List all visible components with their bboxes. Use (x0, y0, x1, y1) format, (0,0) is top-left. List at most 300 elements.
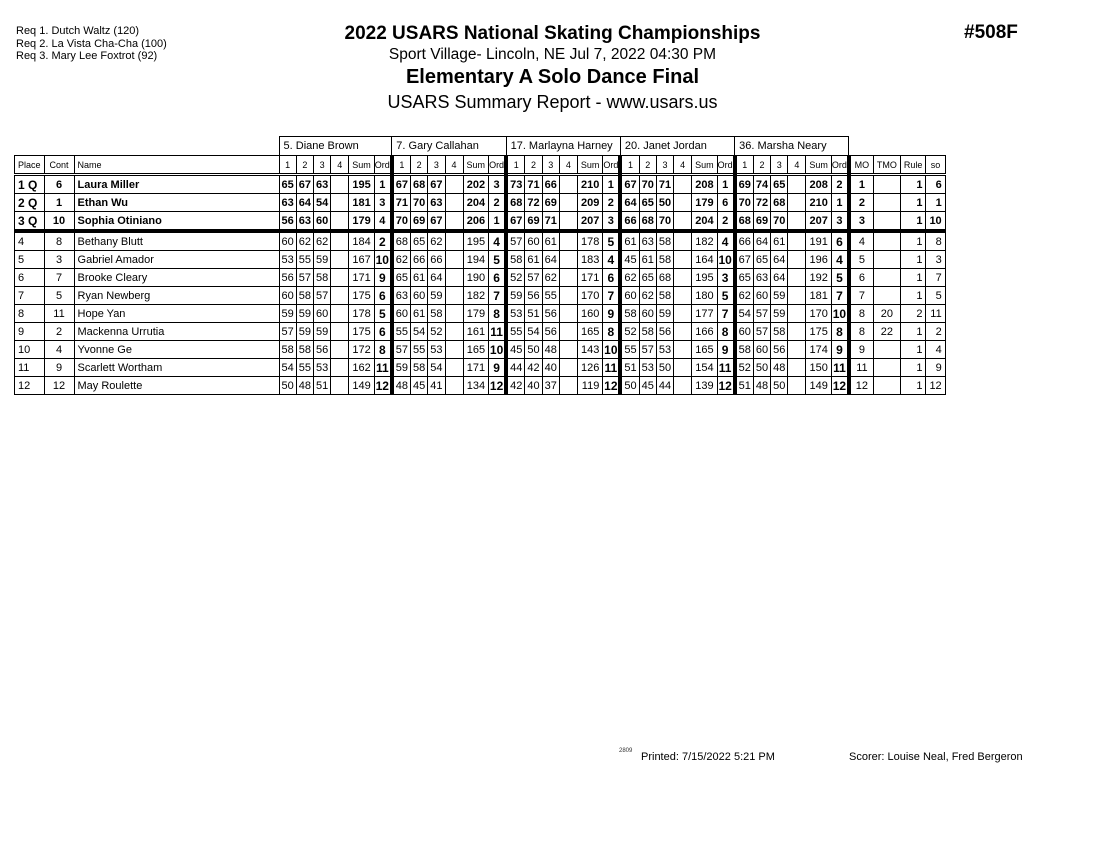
judge-score (559, 212, 577, 232)
judge-score (331, 341, 349, 359)
judge-score (788, 231, 806, 251)
judge-score: 41 (428, 377, 445, 395)
judge-score: 48 (771, 359, 788, 377)
judge-score: 53 (656, 341, 673, 359)
rule-cell: 1 (900, 269, 926, 287)
judge-score (674, 377, 692, 395)
col-score-s1: 1 (620, 156, 639, 175)
col-score-s4: 4 (331, 156, 349, 175)
col-ord: Ord (603, 156, 621, 175)
judge-score: 59 (771, 305, 788, 323)
judge-name: 5. Diane Brown (279, 137, 392, 156)
judge-sum: 195 (692, 269, 718, 287)
judge-score: 55 (392, 323, 411, 341)
printed-timestamp: Printed: 7/15/2022 5:21 PM (641, 751, 775, 763)
judge-score (331, 287, 349, 305)
contestant-number: 7 (44, 269, 74, 287)
rule-cell: 2 (900, 305, 926, 323)
judge-score: 68 (771, 194, 788, 212)
judge-score: 58 (771, 323, 788, 341)
skating-order: 6 (926, 175, 945, 194)
total-majority-ordinal (873, 287, 900, 305)
table-row (15, 212, 946, 232)
col-name: Name (74, 156, 279, 175)
judge-score: 55 (542, 287, 559, 305)
judge-score: 57 (296, 269, 313, 287)
judge-score: 60 (735, 323, 754, 341)
judge-score: 48 (392, 377, 411, 395)
majority-ordinal: 8 (849, 323, 874, 341)
table-row (15, 231, 946, 251)
judge-sum: 171 (463, 359, 489, 377)
judge-score: 58 (735, 341, 754, 359)
judge-ordinal: 4 (374, 212, 392, 232)
judge-score: 56 (542, 323, 559, 341)
judge-score: 58 (620, 305, 639, 323)
judge-score: 71 (656, 175, 673, 194)
judge-score (559, 305, 577, 323)
judge-ordinal: 4 (603, 251, 621, 269)
judge-score: 50 (279, 377, 296, 395)
judge-ordinal: 9 (717, 341, 735, 359)
judge-score: 55 (620, 341, 639, 359)
judge-score (331, 359, 349, 377)
rule-cell: 1 (900, 341, 926, 359)
judge-score: 56 (542, 305, 559, 323)
rule-cell: 1 (900, 377, 926, 395)
majority-ordinal: 5 (849, 251, 874, 269)
judge-ordinal: 10 (489, 341, 507, 359)
place-cell: 10 (15, 341, 45, 359)
judge-score: 60 (525, 231, 542, 251)
skating-order: 1 (926, 194, 945, 212)
judge-sum: 179 (463, 305, 489, 323)
judge-score: 64 (620, 194, 639, 212)
judge-sum: 204 (692, 212, 718, 232)
total-majority-ordinal (873, 175, 900, 194)
judge-ordinal: 7 (489, 287, 507, 305)
judge-sum: 165 (692, 341, 718, 359)
judge-score: 61 (639, 251, 656, 269)
judge-score: 58 (656, 231, 673, 251)
judge-score: 57 (506, 231, 525, 251)
judge-score: 63 (639, 231, 656, 251)
requirements-list (16, 25, 167, 63)
judge-score (674, 305, 692, 323)
total-majority-ordinal (873, 212, 900, 232)
col-mo: MO (849, 156, 874, 175)
col-score-s1: 1 (506, 156, 525, 175)
judge-ordinal: 8 (374, 341, 392, 359)
contestant-number: 2 (44, 323, 74, 341)
report-subtitle: USARS Summary Report - www.usars.us (387, 92, 718, 112)
judge-score: 60 (639, 305, 656, 323)
table-row (15, 251, 946, 269)
judge-name: 36. Marsha Neary (735, 137, 849, 156)
majority-ordinal: 12 (849, 377, 874, 395)
judge-sum: 194 (463, 251, 489, 269)
judge-score: 54 (314, 194, 331, 212)
col-score-s2: 2 (753, 156, 770, 175)
judge-score: 65 (279, 175, 296, 194)
judge-ordinal: 5 (374, 305, 392, 323)
judge-score: 66 (411, 251, 428, 269)
judge-score: 58 (428, 305, 445, 323)
col-score-s1: 1 (392, 156, 411, 175)
judge-sum: 167 (349, 251, 375, 269)
judge-sum: 190 (463, 269, 489, 287)
place-cell: 3 Q (15, 212, 45, 232)
judge-score: 68 (411, 175, 428, 194)
judge-ordinal: 3 (374, 194, 392, 212)
judge-sum: 175 (806, 323, 832, 341)
judge-ordinal: 5 (717, 287, 735, 305)
judge-score: 71 (525, 175, 542, 194)
judge-score: 55 (506, 323, 525, 341)
skater-name: Mackenna Urrutia (74, 323, 279, 341)
table-row (15, 269, 946, 287)
judge-score: 61 (542, 231, 559, 251)
judge-score: 53 (279, 251, 296, 269)
judge-sum: 184 (349, 231, 375, 251)
judge-sum: 181 (349, 194, 375, 212)
judge-score: 70 (735, 194, 754, 212)
judge-score: 70 (771, 212, 788, 232)
judge-ordinal: 10 (717, 251, 735, 269)
place-cell: 1 Q (15, 175, 45, 194)
col-score-s4: 4 (788, 156, 806, 175)
judge-score: 60 (279, 287, 296, 305)
place-cell: 4 (15, 231, 45, 251)
rule-cell: 1 (900, 231, 926, 251)
judge-score (331, 175, 349, 194)
total-majority-ordinal (873, 377, 900, 395)
judge-score (445, 377, 463, 395)
judge-score: 56 (525, 287, 542, 305)
judge-sum: 170 (806, 305, 832, 323)
judge-score (445, 231, 463, 251)
judge-ordinal: 12 (489, 377, 507, 395)
judge-sum: 154 (692, 359, 718, 377)
skater-name: Brooke Cleary (74, 269, 279, 287)
judge-score: 62 (428, 231, 445, 251)
judge-ordinal: 5 (603, 231, 621, 251)
judge-score: 48 (753, 377, 770, 395)
judge-sum: 178 (349, 305, 375, 323)
judge-sum: 202 (463, 175, 489, 194)
judge-score: 66 (735, 231, 754, 251)
judge-name: 7. Gary Callahan (392, 137, 506, 156)
skating-order: 12 (926, 377, 945, 395)
judge-sum: 150 (806, 359, 832, 377)
judge-score (445, 251, 463, 269)
contestant-number: 11 (44, 305, 74, 323)
judge-score: 67 (735, 251, 754, 269)
judge-score: 59 (296, 323, 313, 341)
judge-score: 67 (506, 212, 525, 232)
judge-sum: 149 (349, 377, 375, 395)
requirement-item: Req 1. Dutch Waltz (120) (16, 25, 140, 37)
judge-sum: 170 (577, 287, 603, 305)
judge-ordinal: 3 (489, 175, 507, 194)
judge-sum: 161 (463, 323, 489, 341)
judge-sum: 180 (692, 287, 718, 305)
judge-score: 51 (314, 377, 331, 395)
judge-score: 67 (428, 175, 445, 194)
judge-score: 58 (639, 323, 656, 341)
judge-score: 67 (428, 212, 445, 232)
judge-score: 48 (542, 341, 559, 359)
place-cell: 6 (15, 269, 45, 287)
judge-score: 65 (392, 269, 411, 287)
judge-score (788, 377, 806, 395)
judge-score (559, 231, 577, 251)
judge-score: 69 (542, 194, 559, 212)
judge-score (788, 269, 806, 287)
judge-score (674, 269, 692, 287)
skater-name: Bethany Blutt (74, 231, 279, 251)
col-score-s2: 2 (296, 156, 313, 175)
judge-score (445, 341, 463, 359)
judge-score: 68 (735, 212, 754, 232)
skater-name: Ethan Wu (74, 194, 279, 212)
judge-score: 48 (296, 377, 313, 395)
judge-score: 54 (279, 359, 296, 377)
judge-score (788, 305, 806, 323)
contestant-number: 1 (44, 194, 74, 212)
judge-score (788, 323, 806, 341)
event-number: #508F (964, 22, 1018, 43)
judge-ordinal: 9 (831, 341, 849, 359)
judge-ordinal: 6 (374, 323, 392, 341)
judge-score: 57 (753, 305, 770, 323)
judge-score (788, 175, 806, 194)
judge-ordinal: 2 (717, 212, 735, 232)
skater-name: Gabriel Amador (74, 251, 279, 269)
rule-cell: 1 (900, 194, 926, 212)
judge-ordinal: 10 (603, 341, 621, 359)
judge-score (674, 251, 692, 269)
judge-sum: 207 (806, 212, 832, 232)
judge-ordinal: 6 (831, 231, 849, 251)
judge-score (559, 194, 577, 212)
judge-sum: 183 (577, 251, 603, 269)
judge-sum: 134 (463, 377, 489, 395)
table-row (15, 305, 946, 323)
contestant-number: 4 (44, 341, 74, 359)
total-majority-ordinal (873, 269, 900, 287)
judge-ordinal: 1 (831, 194, 849, 212)
judge-score (559, 175, 577, 194)
rule-cell: 1 (900, 287, 926, 305)
judge-ordinal: 11 (374, 359, 392, 377)
judge-score: 50 (620, 377, 639, 395)
total-majority-ordinal (873, 231, 900, 251)
judge-score: 58 (506, 251, 525, 269)
judge-score: 53 (506, 305, 525, 323)
skater-name: May Roulette (74, 377, 279, 395)
rule-cell: 1 (900, 323, 926, 341)
rule-cell: 1 (900, 175, 926, 194)
judge-ordinal: 11 (717, 359, 735, 377)
judge-score: 62 (392, 251, 411, 269)
col-tmo: TMO (873, 156, 900, 175)
judge-score (445, 212, 463, 232)
judge-score: 56 (656, 323, 673, 341)
judge-sum: 182 (692, 231, 718, 251)
judge-ordinal: 2 (489, 194, 507, 212)
judge-score: 70 (656, 212, 673, 232)
judge-header-row (15, 137, 946, 156)
judge-sum: 196 (806, 251, 832, 269)
judge-score: 45 (620, 251, 639, 269)
judge-score (788, 194, 806, 212)
judge-score (331, 231, 349, 251)
skating-order: 10 (926, 212, 945, 232)
col-cont: Cont (44, 156, 74, 175)
contestant-number: 6 (44, 175, 74, 194)
majority-ordinal: 11 (849, 359, 874, 377)
judge-score: 45 (506, 341, 525, 359)
judge-score: 68 (656, 269, 673, 287)
judge-score: 72 (525, 194, 542, 212)
judge-score (445, 175, 463, 194)
skating-order: 7 (926, 269, 945, 287)
judge-score: 62 (296, 231, 313, 251)
judge-sum: 119 (577, 377, 603, 395)
judge-score (674, 359, 692, 377)
judge-name: 20. Janet Jordan (620, 137, 734, 156)
judge-score: 72 (753, 194, 770, 212)
judge-score: 42 (525, 359, 542, 377)
judge-score: 74 (753, 175, 770, 194)
skater-name: Scarlett Wortham (74, 359, 279, 377)
report-header (300, 22, 805, 114)
judge-ordinal: 12 (374, 377, 392, 395)
judge-ordinal: 1 (489, 212, 507, 232)
judge-sum: 195 (349, 175, 375, 194)
judge-score: 70 (639, 175, 656, 194)
judge-score: 69 (411, 212, 428, 232)
judge-sum: 178 (577, 231, 603, 251)
judge-score (559, 323, 577, 341)
col-sum: Sum (806, 156, 832, 175)
judge-score: 58 (314, 269, 331, 287)
judge-score (331, 194, 349, 212)
judge-score: 68 (506, 194, 525, 212)
scorer-names: Scorer: Louise Neal, Fred Bergeron (849, 751, 1023, 763)
col-ord: Ord (374, 156, 392, 175)
judge-ordinal: 4 (717, 231, 735, 251)
judge-score (674, 212, 692, 232)
championship-title: 2022 USARS National Skating Championships (344, 23, 761, 44)
judge-score: 37 (542, 377, 559, 395)
judge-sum: 175 (349, 287, 375, 305)
judge-score: 64 (771, 251, 788, 269)
results-table (14, 136, 946, 395)
judge-ordinal: 6 (374, 287, 392, 305)
column-header-row (15, 156, 946, 175)
judge-score: 62 (542, 269, 559, 287)
judge-score (559, 287, 577, 305)
judge-score: 52 (506, 269, 525, 287)
col-score-s2: 2 (639, 156, 656, 175)
judge-score: 56 (314, 341, 331, 359)
judge-sum: 191 (806, 231, 832, 251)
col-score-s1: 1 (735, 156, 754, 175)
judge-sum: 179 (692, 194, 718, 212)
skating-order: 11 (926, 305, 945, 323)
contestant-number: 9 (44, 359, 74, 377)
col-rule: Rule (900, 156, 926, 175)
majority-ordinal: 4 (849, 231, 874, 251)
judge-score: 62 (639, 287, 656, 305)
judge-score: 52 (428, 323, 445, 341)
place-cell: 9 (15, 323, 45, 341)
judge-score: 58 (296, 341, 313, 359)
judge-score: 50 (771, 377, 788, 395)
version-tag: 2809 (619, 748, 633, 754)
judge-ordinal: 8 (603, 323, 621, 341)
judge-score: 57 (392, 341, 411, 359)
judge-score: 56 (279, 269, 296, 287)
judge-score (331, 251, 349, 269)
judge-score (331, 323, 349, 341)
place-cell: 7 (15, 287, 45, 305)
col-score-s1: 1 (279, 156, 296, 175)
judge-ordinal: 3 (603, 212, 621, 232)
judge-score (674, 323, 692, 341)
event-title: Elementary A Solo Dance Final (405, 66, 700, 88)
judge-score: 45 (411, 377, 428, 395)
table-row (15, 359, 946, 377)
judge-score: 53 (428, 341, 445, 359)
judge-score: 73 (506, 175, 525, 194)
judge-score: 60 (314, 212, 331, 232)
judge-sum: 177 (692, 305, 718, 323)
judge-score: 64 (296, 194, 313, 212)
judge-ordinal: 12 (717, 377, 735, 395)
judge-sum: 171 (349, 269, 375, 287)
judge-score: 61 (525, 251, 542, 269)
majority-ordinal: 7 (849, 287, 874, 305)
judge-score: 59 (296, 305, 313, 323)
judge-score (559, 269, 577, 287)
skating-order: 5 (926, 287, 945, 305)
judge-sum: 126 (577, 359, 603, 377)
judge-sum: 181 (806, 287, 832, 305)
judge-score: 57 (753, 323, 770, 341)
col-score-s2: 2 (525, 156, 542, 175)
judge-score: 60 (392, 305, 411, 323)
judge-score: 54 (735, 305, 754, 323)
judge-score: 59 (314, 323, 331, 341)
judge-score (331, 212, 349, 232)
judge-score (445, 194, 463, 212)
judge-sum: 204 (463, 194, 489, 212)
majority-ordinal: 3 (849, 212, 874, 232)
judge-score: 55 (296, 359, 313, 377)
judge-ordinal: 9 (374, 269, 392, 287)
judge-score: 50 (753, 359, 770, 377)
judge-score: 51 (735, 377, 754, 395)
col-sum: Sum (463, 156, 489, 175)
judge-score: 60 (753, 341, 770, 359)
judge-sum: 175 (349, 323, 375, 341)
judge-score: 58 (296, 287, 313, 305)
judge-score: 60 (753, 287, 770, 305)
judge-score: 67 (296, 175, 313, 194)
